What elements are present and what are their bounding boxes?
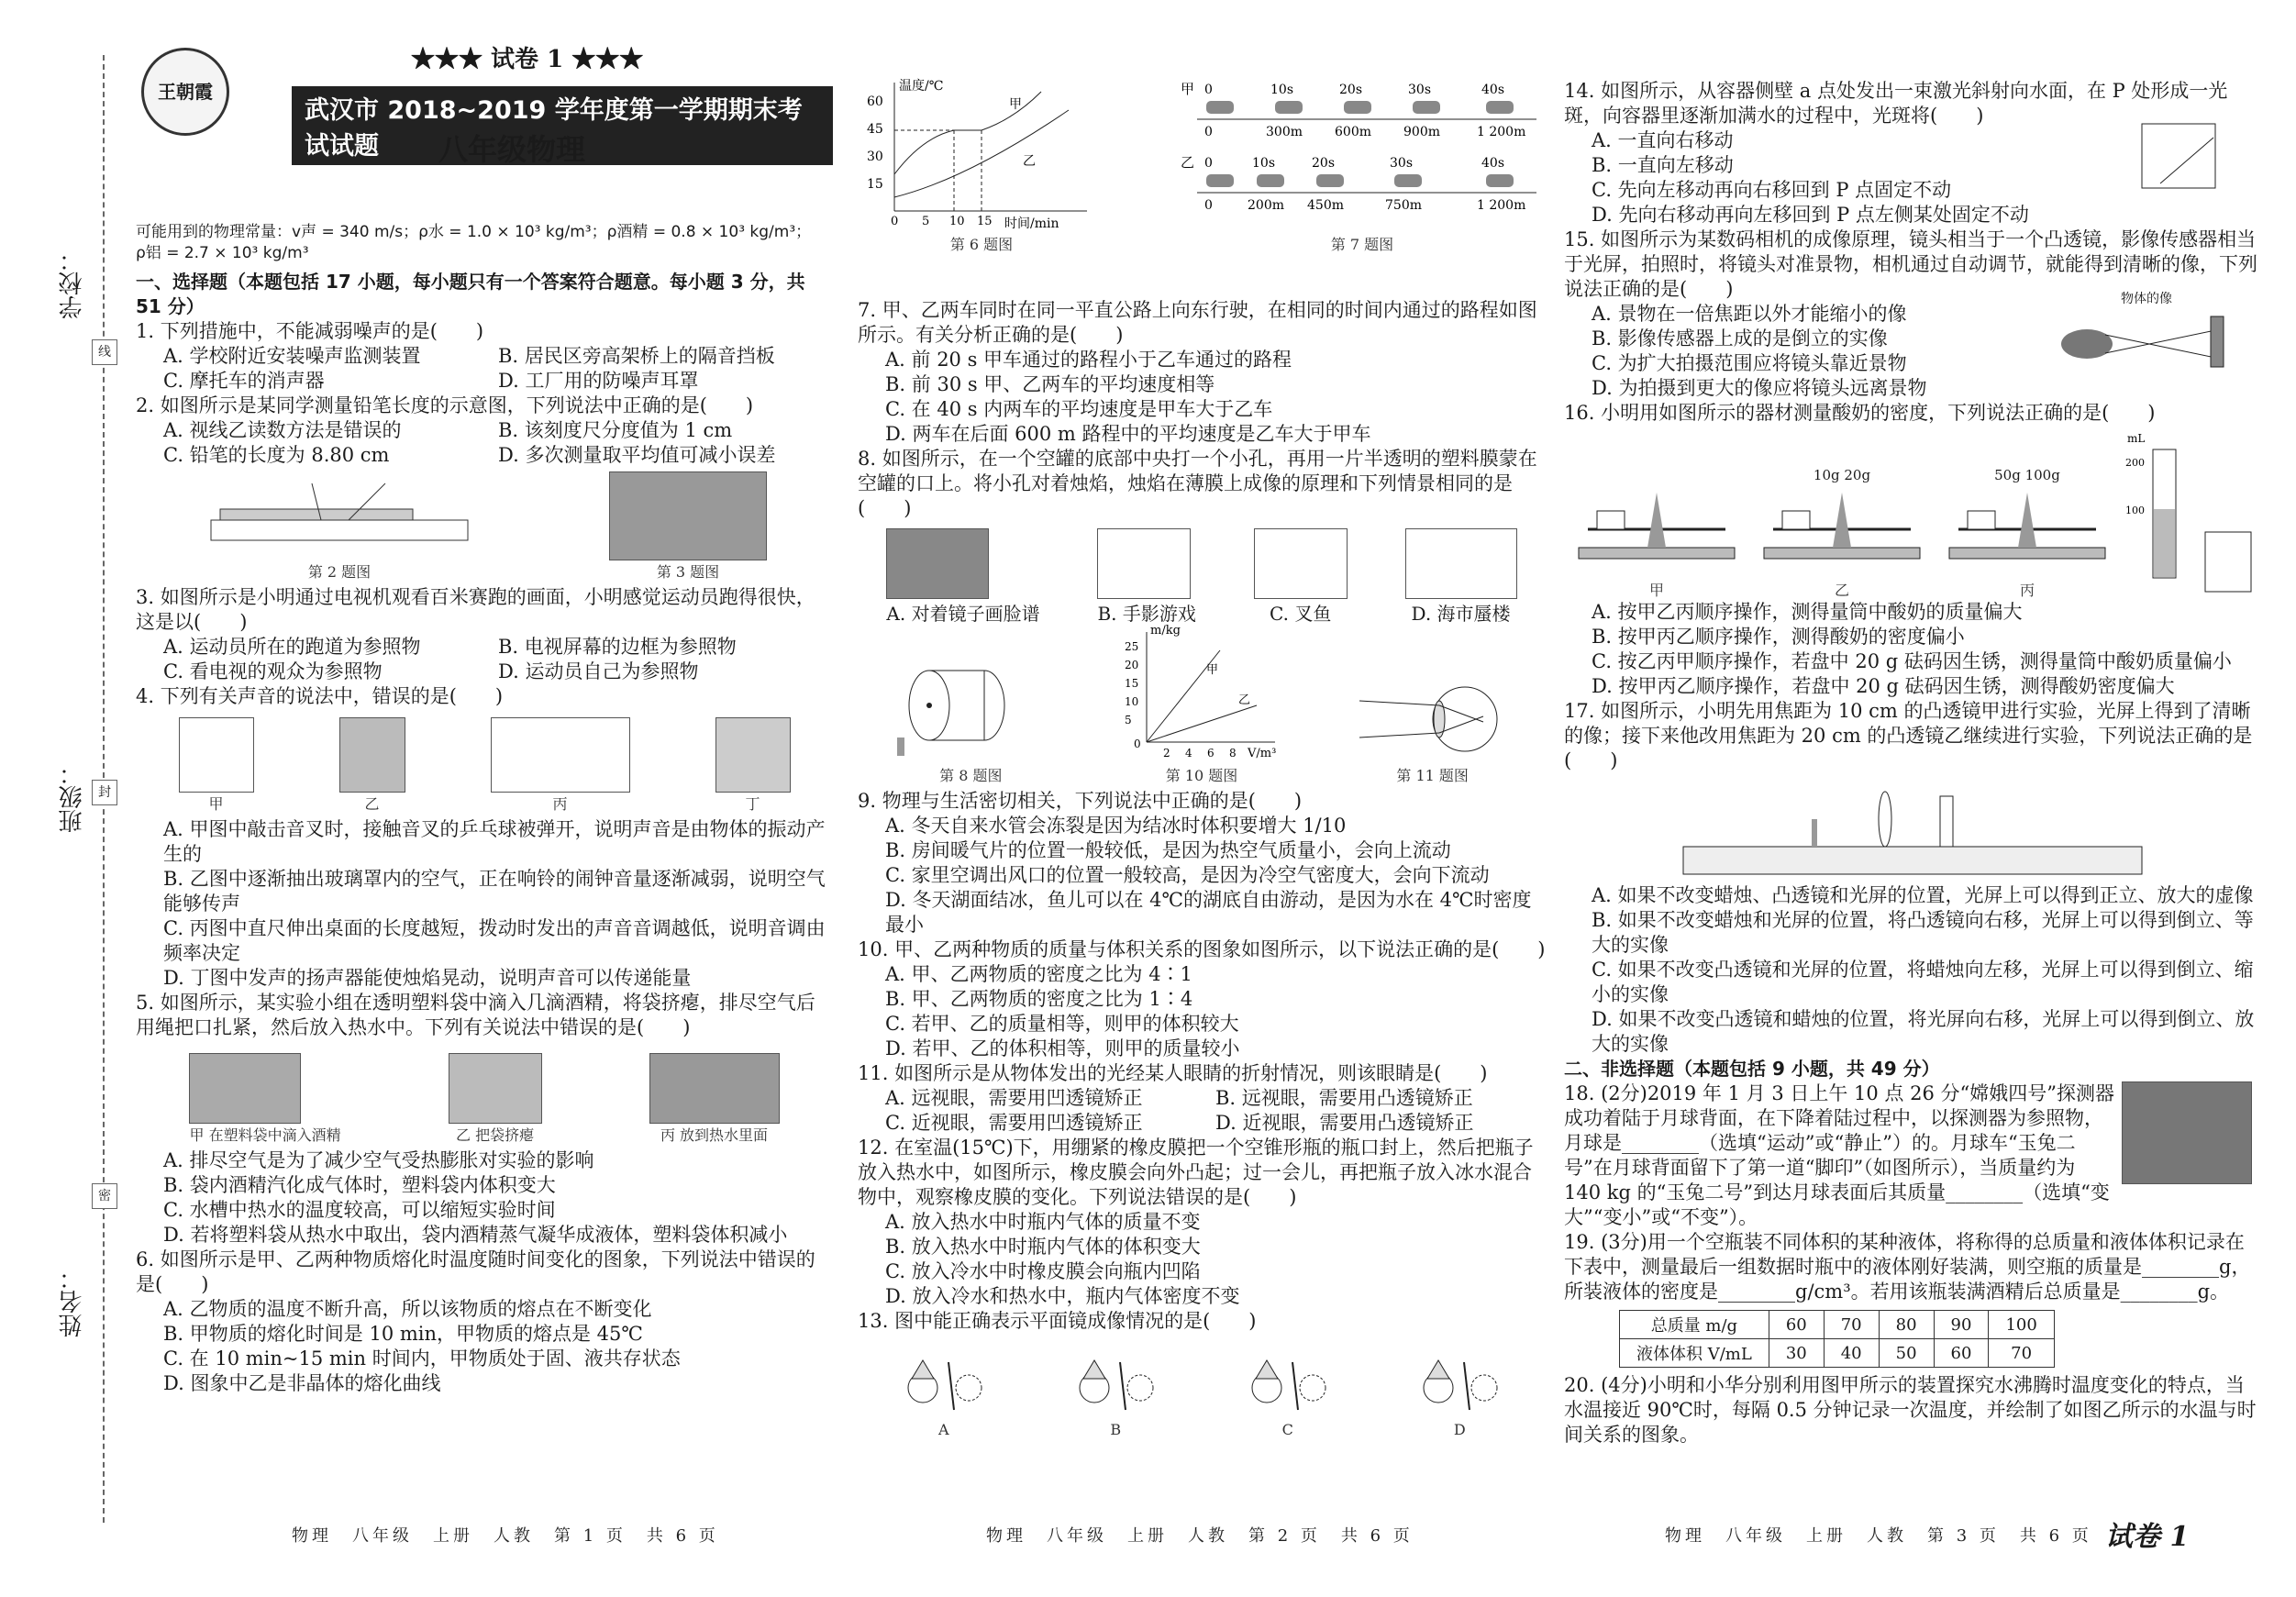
q3-option-d: D. 运动员自己为参照物 <box>498 660 699 682</box>
q7-caption: 第 7 题图 <box>1330 236 1394 253</box>
q4-option-b: B. 乙图中逐渐抽出玻璃罩内的空气，正在响铃的闹钟音量逐渐减弱，说明空气能够传声 <box>163 868 826 915</box>
school-label: 学校： <box>59 248 86 319</box>
question-17: 17. 如图所示，小明先用焦距为 10 cm 的凸透镜甲进行实验，光屏上得到了清晰的像；接下来他改用焦距为 20 cm 的凸透镜乙继续进行实验，下列说法正确的是( ) <box>1564 700 2253 771</box>
question-13: 13. 图中能正确表示平面镜成像情况的是( ) <box>858 1310 1257 1332</box>
mass-volume-graph <box>1119 623 1284 760</box>
q3-figure <box>609 471 767 582</box>
q10-figure <box>1119 623 1284 785</box>
q2-q3-figures <box>136 471 833 582</box>
q6-q7-figures <box>858 73 1546 307</box>
table-cell: 70 <box>1824 1311 1879 1339</box>
q4-fig-d <box>715 717 791 814</box>
section-1-title: 一、选择题（本题包括 17 小题，每小题只有一个答案符合题意。每小题 3 分，共 51 分） <box>136 271 805 317</box>
q14-option-c: C. 先向左移动再向右移回到 P 点固定不动 <box>1592 179 1952 201</box>
q16-ml-label: mL <box>2127 432 2146 445</box>
table-row <box>1620 1339 2055 1368</box>
q10-ytick-0: 0 <box>1133 738 1141 750</box>
question-16: 16. 小明用如图所示的器材测量酸奶的密度，下列说法正确的是( ) <box>1564 402 2156 424</box>
tuning-fork-image <box>179 717 254 793</box>
q14-option-d: D. 先向右移动再向左移回到 P 点左侧某处固定不动 <box>1592 204 2029 226</box>
question-20: 20. (4分)小明和小华分别利用图甲所示的装置探究水沸腾时温度变化的特点，当水温接近 90℃时，每隔 0.5 分钟记录一次温度，并绘制了如图乙所示的水温与时间关系的图象。 <box>1564 1374 2257 1446</box>
q6-ytick-30: 30 <box>867 150 883 164</box>
q14-block <box>1564 128 2261 227</box>
q5-option-b: B. 袋内酒精汽化成气体时，塑料袋内体积变大 <box>163 1174 556 1196</box>
q5-caption-a: 甲 在塑料袋中滴入酒精 <box>189 1126 341 1144</box>
q7-jia-time-2: 20s <box>1339 83 1362 97</box>
q16-fig-a <box>1569 465 1744 600</box>
bag-squeeze-photo <box>449 1053 542 1124</box>
q6-xtick-15: 15 <box>977 215 993 228</box>
question-2: 2. 如图所示是某同学测量铅笔长度的示意图，下列说法中正确的是( ) <box>136 394 754 416</box>
bell-jar-image <box>339 717 405 793</box>
q16-label-c: 丙 <box>2019 582 2035 599</box>
q17-option-c: C. 如果不改变凸透镜和光屏的位置，将蜡烛向左移，光屏上可以得到倒立、缩小的实像 <box>1592 959 2254 1005</box>
q10-xtick-2: 2 <box>1162 747 1170 760</box>
table-cell: 60 <box>1934 1339 1989 1368</box>
q7-yi-dist-2: 450m <box>1307 198 1344 213</box>
q16-fig-c <box>1940 467 2114 600</box>
q16-figures <box>1564 426 2261 600</box>
q9-option-a: A. 冬天自来水管会冻裂是因为结冰时体积要增大 1/10 <box>885 815 1347 837</box>
spear-fish-image <box>1254 528 1348 599</box>
q4-fig-c <box>491 717 630 814</box>
q11-option-c: C. 近视眼，需要用凹透镜矫正 <box>885 1112 1143 1134</box>
q16-option-c: C. 按乙丙甲顺序操作，若盘中 20 g 砝码因生锈，测得量筒中酸奶质量偏小 <box>1592 650 2232 672</box>
seal-feng-mark: 封 <box>92 780 117 805</box>
table-cell: 60 <box>1769 1311 1824 1339</box>
q6-xlabel: 时间/min <box>1004 216 1059 229</box>
table-cell: 40 <box>1824 1339 1879 1368</box>
q12-option-c: C. 放入冷水中时橡皮膜会向瓶内凹陷 <box>885 1260 1201 1282</box>
q3-option-a: A. 运动员所在的跑道为参照物 <box>163 636 421 658</box>
question-1: 1. 下列措施中，不能减弱噪声的是( ) <box>136 320 484 342</box>
q8-scene-figures <box>858 525 1546 626</box>
binding-margin <box>0 0 119 1597</box>
seal-mi-mark: 密 <box>92 1183 117 1209</box>
q12-option-d: D. 放入冷水和热水中，瓶内气体密度不变 <box>885 1285 1240 1307</box>
question-9: 9. 物理与生活密切相关，下列说法中正确的是( ) <box>858 790 1303 812</box>
q10-series-jia: 甲 <box>1205 663 1218 677</box>
q2-option-d: D. 多次测量取平均值可减小误差 <box>498 444 776 466</box>
question-8: 8. 如图所示，在一个空罐的底部中央打一个小孔，再用一片半透明的塑料膜蒙在空罐的口上。将小孔对着烛焰，烛焰在薄膜上成像的原理和下列情景相同的是( ) <box>858 448 1537 519</box>
q12-option-a: A. 放入热水中时瓶内气体的质量不变 <box>885 1211 1201 1233</box>
q1-option-c: C. 摩托车的消声器 <box>163 370 325 392</box>
q10-option-b: B. 甲、乙两物质的密度之比为 1∶4 <box>885 988 1193 1010</box>
q15-option-a: A. 景物在一倍焦距以外才能缩小的像 <box>1592 303 1907 325</box>
q2-caption: 第 2 题图 <box>307 563 372 581</box>
question-6: 6. 如图所示是甲、乙两种物质熔化时温度随时间变化的图象，下列说法中错误的是( ) <box>136 1248 815 1295</box>
q11-option-b: B. 远视眼，需要用凸透镜矫正 <box>1215 1087 1473 1109</box>
q16-weights-jia: 10g 20g <box>1813 467 1871 483</box>
q1-option-d: D. 工厂用的防噪声耳罩 <box>498 370 699 392</box>
q6-xtick-10: 10 <box>949 215 965 228</box>
q8-scene-b <box>1097 528 1195 626</box>
q16-beaker <box>2201 523 2256 600</box>
melting-graph <box>858 73 1105 229</box>
q15-figure <box>2050 289 2243 375</box>
q4-option-a: A. 甲图中敲击音叉时，接触音叉的乒乓球被弹开，说明声音是由物体的振动产生的 <box>163 818 826 865</box>
q2-option-b: B. 该刻度尺分度值为 1 cm <box>498 419 733 441</box>
q5-caption-b: 乙 把袋挤瘪 <box>456 1126 535 1144</box>
q7-jia-dist-4: 1 200m <box>1477 125 1526 139</box>
question-11: 11. 如图所示是从物体发出的光经某人眼睛的折射情况，则该眼睛是( ) <box>858 1062 1488 1084</box>
q7-jia-time-4: 40s <box>1481 83 1504 97</box>
q10-caption: 第 10 题图 <box>1165 767 1238 784</box>
question-14: 14. 如图所示，从容器侧壁 a 点处发出一束激光斜射向水面，在 P 处形成一光斑，向容器里逐渐加满水的过程中，光斑将( ) <box>1564 80 2228 127</box>
q3-option-c: C. 看电视的观众为参照物 <box>163 660 383 682</box>
q10-option-a: A. 甲、乙两物质的密度之比为 4∶1 <box>885 963 1192 985</box>
q10-xlabel: V/m³ <box>1247 747 1277 760</box>
question-19: 19. (3分)用一个空瓶装不同体积的某种液体，将称得的总质量和液体体积记录在下表中，测量最后一组数据时瓶中的液体刚好装满，则空瓶的质量是________g，所装液体的密度是________g/cm³。若用该瓶装满酒精后总质量是________g。 <box>1564 1231 2251 1303</box>
q15-block <box>1564 292 2261 401</box>
sprint-photo <box>609 471 767 560</box>
q3-caption: 第 3 题图 <box>656 563 720 581</box>
q7-car-jia-label: 甲 <box>1181 81 1195 97</box>
q16-option-a: A. 按甲乙丙顺序操作，测得量筒中酸奶的质量偏大 <box>1592 601 2023 623</box>
q7-yi-time-3: 30s <box>1390 156 1413 171</box>
mirage-image <box>1405 528 1517 599</box>
q2-option-c: C. 铅笔的长度为 8.80 cm <box>163 444 390 466</box>
q7-jia-dist-3: 900m <box>1403 125 1440 139</box>
q3-options-cd <box>136 660 833 684</box>
table-row <box>1620 1311 2055 1339</box>
table-cell: 50 <box>1879 1339 1934 1368</box>
q6-figure <box>858 73 1105 307</box>
q7-jia-time-1: 10s <box>1270 83 1293 97</box>
q17-option-a: A. 如果不改变蜡烛、凸透镜和光屏的位置，光屏上可以得到正立、放大的虚像 <box>1592 884 2254 906</box>
q18-block <box>1564 1081 2261 1230</box>
mirror-face-photo <box>886 528 989 599</box>
table-cell: 90 <box>1934 1311 1989 1339</box>
q13-label-d: D <box>1453 1421 1466 1438</box>
q7-yi-time-1: 10s <box>1252 156 1275 171</box>
exam-tag: 试卷 1 <box>2105 1521 2190 1553</box>
footer-page-2: 物理 八年级 上册 人教 第 2 页 共 6 页 <box>986 1526 1414 1546</box>
q7-figure <box>1179 73 1546 307</box>
seal-line-mark: 线 <box>92 339 117 365</box>
container-laser-figure <box>2133 119 2224 193</box>
question-18: 18. (2分)2019 年 1 月 3 日上午 10 点 26 分“嫦娥四号”探测器成功着陆于月球背面，在下降着陆过程中，以探测器为参照物，月球是________（选填“运动”或“静止”）的。月球车“玉兔二号”在月球背面留下了第一道“脚印”（如图所示），当质量约为 140 kg 的“玉兔二号”到达月球表面后其质量________（选填“变大”“变小”或“不变”）。 <box>1564 1082 2114 1228</box>
q10-ytick-20: 20 <box>1124 659 1139 671</box>
q10-xtick-8: 8 <box>1228 747 1237 760</box>
q7-jia-dist-2: 600m <box>1335 125 1371 139</box>
q17-option-b: B. 如果不改变蜡烛和光屏的位置，将凸透镜向右移，光屏上可以得到倒立、等大的实像 <box>1592 909 2254 956</box>
footer-page-1: 物理 八年级 上册 人教 第 1 页 共 6 页 <box>292 1526 719 1546</box>
q7-jia-dist-1: 300m <box>1266 125 1303 139</box>
q7-yi-time-0: 0 <box>1204 156 1213 171</box>
q8-scene-d <box>1405 528 1517 626</box>
q6-xtick-0: 0 <box>891 215 899 228</box>
question-12: 12. 在室温(15℃)下，用绷紧的橡皮膜把一个空锥形瓶的瓶口封上，然后把瓶子放入热水中，如图所示，橡皮膜会向外凸起；过一会儿，再把瓶子放入冰水混合物中，观察橡皮膜的变化。下列说法错误的是( ) <box>858 1137 1534 1208</box>
q16-fig-b <box>1755 467 1929 600</box>
q4-option-d: D. 丁图中发声的扬声器能使烛焰晃动，说明声音可以传递能量 <box>163 967 692 989</box>
constants-line-2: ρ铝 = 2.7 × 10³ kg/m³ <box>136 244 309 262</box>
table-cell: 总质量 m/g <box>1620 1311 1769 1339</box>
question-15: 15. 如图所示为某数码相机的成像原理，镜头相当于一个凸透镜，影像传感器相当于光屏，拍照时，将镜头对准景物，相机通过自动调节，就能得到清晰的像，下列说法正确的是( ) <box>1564 228 2257 300</box>
q1-option-b: B. 居民区旁高架桥上的隔音挡板 <box>498 345 775 367</box>
question-10: 10. 甲、乙两种物质的质量与体积关系的图象如图所示，以下说法正确的是( ) <box>858 938 1546 960</box>
q13-fig-c <box>1247 1353 1329 1438</box>
q5-fig-b <box>449 1053 542 1145</box>
q15-option-b: B. 影像传感器上成的是倒立的实像 <box>1592 327 1888 349</box>
eye-refraction-figure <box>1355 678 1511 760</box>
pinhole-can-figure <box>893 650 1048 760</box>
page-column-1 <box>136 0 833 1597</box>
exam-title: 武汉市 2018~2019 学年度第一学期期末考试试题 <box>292 86 833 165</box>
question-3: 3. 如图所示是小明通过电视机观看百米赛跑的画面，小明感觉运动员跑得很快，这是以( ) <box>136 586 815 633</box>
q6-option-c: C. 在 10 min~15 min 时间内，甲物质处于固、液共存状态 <box>163 1347 681 1370</box>
q7-jia-dist-0: 0 <box>1204 125 1213 139</box>
q3-option-b: B. 电视屏幕的边框为参照物 <box>498 636 737 658</box>
q17-option-d: D. 如果不改变凸透镜和蜡烛的位置，将光屏向右移，光屏上可以得到倒立、放大的实像 <box>1592 1008 2255 1055</box>
q10-series-yi-line <box>1147 705 1257 742</box>
q13-fig-a <box>903 1353 985 1438</box>
q8-option-b: B. 手影游戏 <box>1097 603 1196 625</box>
q7-car-yi-label: 乙 <box>1181 154 1195 171</box>
footer-page-3: 物理 八年级 上册 人教 第 3 页 共 6 页 <box>1665 1526 2092 1546</box>
q16-weights-yi: 50g 100g <box>1994 467 2060 483</box>
q7-jia-time-0: 0 <box>1204 83 1213 97</box>
optical-bench-figure <box>1674 782 2151 883</box>
q15-option-d: D. 为拍摄到更大的像应将镜头远离景物 <box>1592 377 1927 399</box>
q3-options-ab <box>136 635 833 660</box>
q14-option-b: B. 一直向左移动 <box>1592 154 1734 176</box>
q16-tick-200: 200 <box>2125 457 2145 469</box>
q16-label-a: 甲 <box>1648 582 1664 599</box>
q4-label-a: 甲 <box>208 795 224 813</box>
q7-yi-dist-0: 0 <box>1204 198 1213 213</box>
q9-option-b: B. 房间暖气片的位置一般较低，是因为热空气质量小，会向上流动 <box>885 839 1451 861</box>
q6-series-jia: 甲 <box>1009 97 1022 112</box>
hot-water-tray-photo <box>649 1053 780 1124</box>
q7-option-b: B. 前 30 s 甲、乙两车的平均速度相等 <box>885 373 1215 395</box>
q5-caption-c: 丙 放到热水里面 <box>660 1126 769 1144</box>
q10-ytick-15: 15 <box>1124 677 1139 690</box>
q6-ytick-60: 60 <box>867 94 883 109</box>
bag-alcohol-photo <box>189 1053 301 1124</box>
q13-label-a: A <box>937 1421 949 1438</box>
q14-option-a: A. 一直向右移动 <box>1592 129 1734 151</box>
q7-jia-time-3: 30s <box>1408 83 1431 97</box>
exam-subject: 八年级物理 <box>438 132 586 167</box>
q7-yi-time-2: 20s <box>1312 156 1335 171</box>
cars-distance-figure <box>1179 73 1546 229</box>
q4-label-d: 丁 <box>745 795 760 813</box>
q7-option-c: C. 在 40 s 内两车的平均速度是甲车大于乙车 <box>885 398 1273 420</box>
exam-header <box>136 0 833 165</box>
q2-figure <box>202 474 477 582</box>
question-5: 5. 如图所示，某实验小组在透明塑料袋中滴入几滴酒精，将袋挤瘪，排尽空气后用绳把口扎紧，然后放入热水中。下列有关说法中错误的是( ) <box>136 992 815 1038</box>
q4-label-c: 丙 <box>552 795 568 813</box>
speaker-image <box>715 717 791 793</box>
q6-ytick-15: 15 <box>867 177 883 192</box>
q16-option-b: B. 按甲丙乙顺序操作，测得酸奶的密度偏小 <box>1592 626 1965 648</box>
table-cell: 70 <box>1989 1339 2054 1368</box>
q1-options-ab <box>136 344 833 369</box>
q10-ylabel: m/kg <box>1149 624 1181 638</box>
q11-figure <box>1355 678 1511 785</box>
q13-label-b: B <box>1110 1421 1122 1438</box>
q4-figures <box>136 713 833 814</box>
q2-options-cd <box>136 443 833 468</box>
q16-fig-d <box>2125 431 2190 600</box>
q6-ylabel: 温度/℃ <box>899 79 944 94</box>
class-label: 班级： <box>59 761 86 833</box>
question-4: 4. 下列有关声音的说法中，错误的是( ) <box>136 685 504 707</box>
q5-fig-a <box>189 1053 340 1145</box>
q2-options-ab <box>136 418 833 443</box>
q6-option-d: D. 图象中乙是非晶体的熔化曲线 <box>163 1372 441 1394</box>
q8-q10-q11-figures <box>858 624 1546 785</box>
q19-data-table <box>1619 1310 2055 1368</box>
q7-option-a: A. 前 20 s 甲车通过的路程小于乙车通过的路程 <box>885 349 1292 371</box>
q10-option-d: D. 若甲、乙的体积相等，则甲的质量较小 <box>885 1037 1240 1059</box>
q8-caption: 第 8 题图 <box>939 767 1003 784</box>
q5-option-c: C. 水槽中热水的温度较高，可以缩短实验时间 <box>163 1199 556 1221</box>
ruler-pencil-figure <box>202 474 477 557</box>
table-cell: 80 <box>1879 1311 1934 1339</box>
question-7: 7. 甲、乙两车同时在同一平直公路上向东行驶，在相同的时间内通过的路程如图所示。有关分析正确的是( ) <box>858 299 1537 346</box>
exam-number: ★★★ 试卷 1 ★★★ <box>411 46 644 73</box>
q13-label-c: C <box>1281 1421 1293 1438</box>
q11-option-a: A. 远视眼，需要用凹透镜矫正 <box>885 1087 1143 1109</box>
q16-option-d: D. 按甲丙乙顺序操作，若盘中 20 g 砝码因生锈，测得酸奶密度偏大 <box>1592 675 2175 697</box>
q10-xtick-4: 4 <box>1184 747 1192 760</box>
q6-option-b: B. 甲物质的熔化时间是 10 min，甲物质的熔点是 45℃ <box>163 1323 643 1345</box>
q10-ytick-25: 25 <box>1124 640 1139 653</box>
q8-scene-a <box>886 528 1039 626</box>
camera-lens-figure <box>2050 307 2243 372</box>
page-column-3 <box>1564 0 2261 1597</box>
q13-mirror-figures <box>858 1337 1546 1438</box>
q16-label-b: 乙 <box>1834 582 1849 599</box>
q7-yi-dist-3: 750m <box>1385 198 1422 213</box>
q8-scene-c <box>1254 528 1348 626</box>
q16-tick-100: 100 <box>2125 505 2145 516</box>
q7-yi-dist-1: 200m <box>1248 198 1284 213</box>
q8-option-c: C. 叉鱼 <box>1270 603 1332 625</box>
q12-option-b: B. 放入热水中时瓶内气体的体积变大 <box>885 1236 1201 1258</box>
logo-seal: 王朝霞 <box>141 48 229 136</box>
q7-yi-dist-4: 1 200m <box>1477 198 1526 213</box>
name-label: 姓名： <box>59 1266 86 1337</box>
q10-series-yi: 乙 <box>1237 693 1250 707</box>
q10-ytick-10: 10 <box>1124 695 1139 708</box>
hand-shadow-image <box>1097 528 1191 599</box>
q8-option-d: D. 海市蜃楼 <box>1411 603 1511 625</box>
q10-ytick-5: 5 <box>1124 714 1132 726</box>
q10-option-c: C. 若甲、乙的质量相等，则甲的体积较大 <box>885 1013 1239 1035</box>
table-cell: 100 <box>1989 1311 2054 1339</box>
q1-options-cd <box>136 369 833 394</box>
q6-option-a: A. 乙物质的温度不断升高，所以该物质的熔点在不断变化 <box>163 1298 652 1320</box>
q10-xtick-6: 6 <box>1206 747 1215 760</box>
q11-option-d: D. 近视眼，需要用凸透镜矫正 <box>1215 1112 1474 1134</box>
section-2-title: 二、非选择题（本题包括 9 小题，共 49 分） <box>1564 1058 1940 1080</box>
q17-figure <box>1564 773 2261 883</box>
q1-option-a: A. 学校附近安装噪声监测装置 <box>163 345 421 367</box>
q5-option-d: D. 若将塑料袋从热水中取出，袋内酒精蒸气凝华成液体，塑料袋体积减小 <box>163 1224 788 1246</box>
table-cell: 液体体积 V/mL <box>1620 1339 1769 1368</box>
q8-option-a: A. 对着镜子画脸谱 <box>886 603 1040 625</box>
q4-fig-b <box>339 717 405 814</box>
q4-label-b: 乙 <box>364 795 380 813</box>
ruler-table-image <box>491 717 630 793</box>
q7-option-d: D. 两车在后面 600 m 路程中的平均速度是乙车大于甲车 <box>885 423 1371 445</box>
q11-options-ab <box>858 1086 1546 1111</box>
q6-caption: 第 6 题图 <box>949 236 1014 253</box>
q9-option-d: D. 冬天湖面结冰，鱼儿可以在 4℃的湖底自由游动，是因为水在 4℃时密度最小 <box>885 889 1532 936</box>
q5-option-a: A. 排尽空气是为了减少空气受热膨胀对实验的影响 <box>163 1149 594 1171</box>
q6-xtick-5: 5 <box>922 215 930 228</box>
table-cell: 30 <box>1769 1339 1824 1368</box>
q15-option-c: C. 为扩大拍摄范围应将镜头靠近景物 <box>1592 352 1907 374</box>
q6-ytick-45: 45 <box>867 122 883 137</box>
q11-caption: 第 11 题图 <box>1396 767 1469 784</box>
q11-options-cd <box>858 1111 1546 1136</box>
q5-figures <box>136 1044 833 1145</box>
q13-fig-d <box>1418 1353 1501 1438</box>
q4-option-c: C. 丙图中直尺伸出桌面的长度越短，拨动时发出的声音音调越低，说明音调由频率决定 <box>163 917 826 964</box>
moon-rover-photo <box>2122 1081 2252 1184</box>
constants-line-1: 可能用到的物理常量：v声 = 340 m/s；ρ水 = 1.0 × 10³ kg/m³；ρ酒精 = 0.8 × 10³ kg/m³； <box>136 223 812 241</box>
q5-fig-c <box>649 1053 780 1145</box>
q9-option-c: C. 家里空调出风口的位置一般较高，是因为冷空气密度大，会向下流动 <box>885 864 1490 886</box>
q6-series-yi: 乙 <box>1023 154 1036 169</box>
q7-yi-time-4: 40s <box>1481 156 1504 171</box>
q4-fig-a <box>179 717 254 814</box>
page-column-2 <box>858 0 1546 1597</box>
q8-figure <box>893 650 1048 785</box>
q2-option-a: A. 视线乙读数方法是错误的 <box>163 419 402 441</box>
q15-figure-label: 物体的像 <box>2121 292 2172 306</box>
q13-fig-b <box>1074 1353 1157 1438</box>
